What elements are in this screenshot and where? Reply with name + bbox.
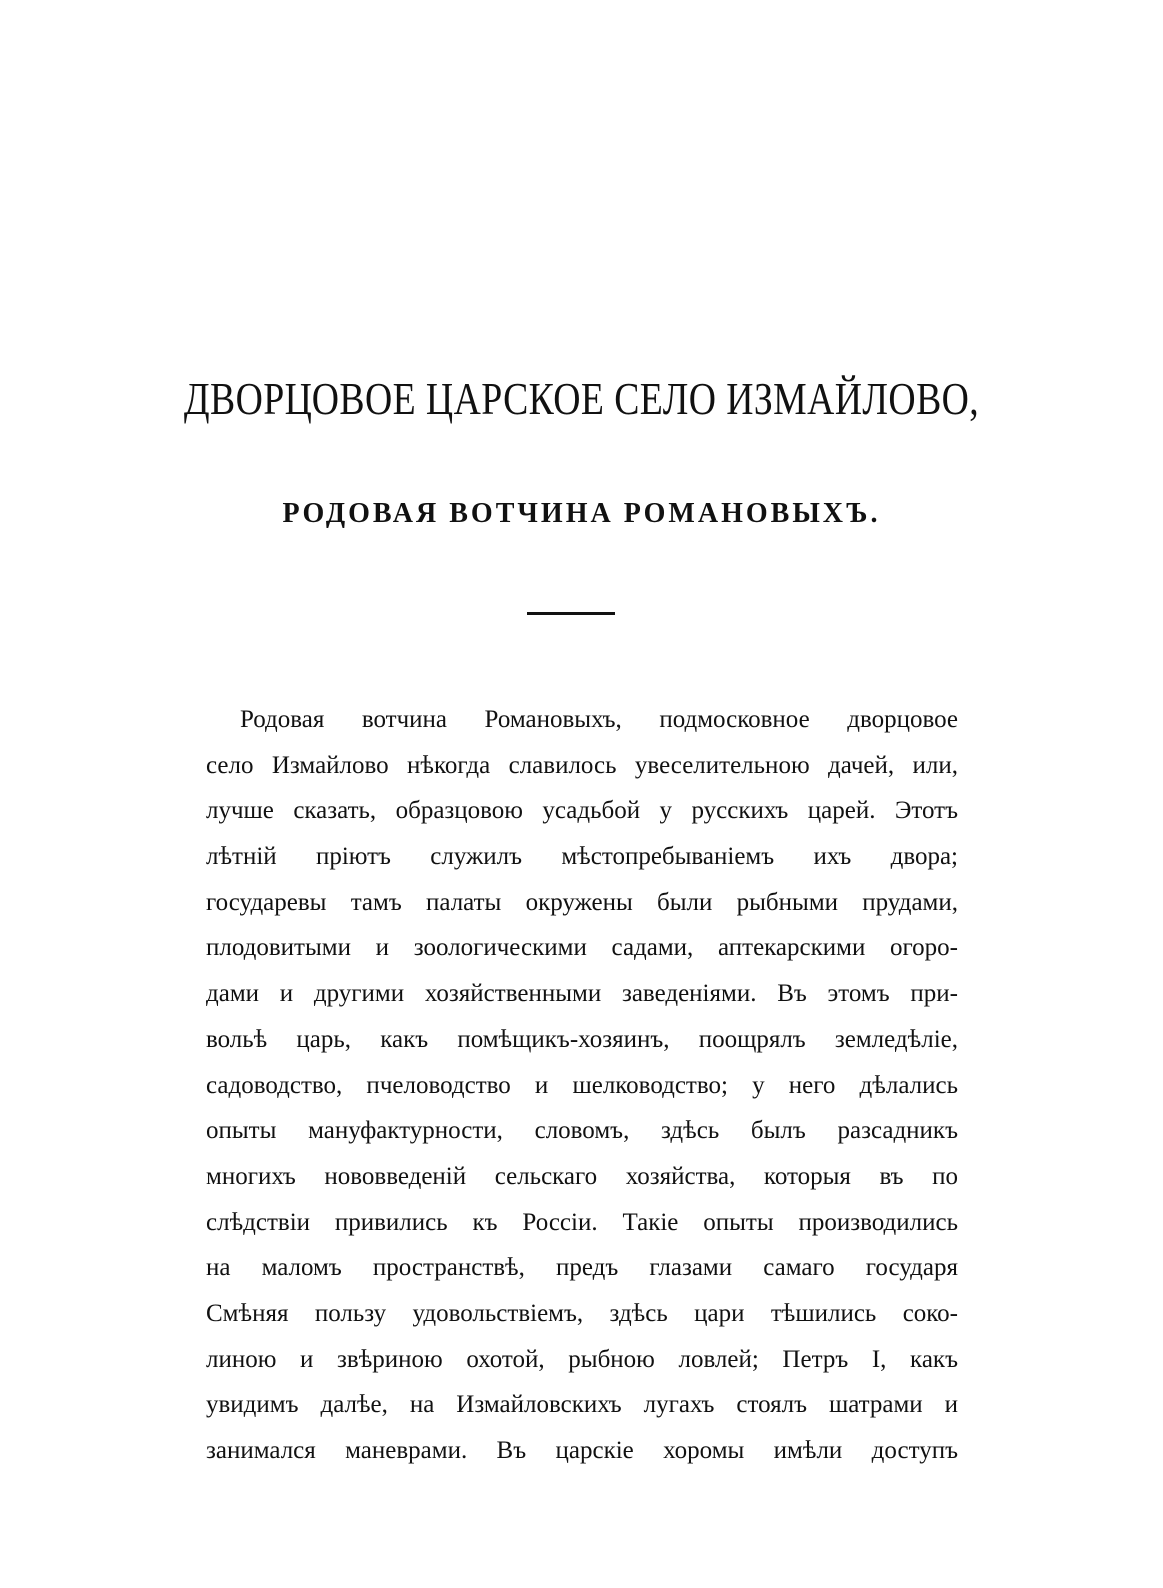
text-line: занимался маневрами. Въ царскіе хоромы имѣли доступъ xyxy=(206,1437,958,1464)
text-line: слѣдствіи привились къ Россіи. Такіе опыты производились xyxy=(206,1208,958,1236)
page-subtitle: РОДОВАЯ ВОТЧИНА РОМАНОВЫХЪ. xyxy=(282,498,881,529)
text-line: садоводство, пчеловодство и шелководство; у него дѣлались xyxy=(206,1071,958,1099)
text-line: на маломъ пространствѣ, предъ глазами самаго государя xyxy=(206,1254,958,1282)
section-divider xyxy=(527,612,615,615)
text-line: Смѣняя пользу удовольствіемъ, здѣсь цари тѣшились соко- xyxy=(206,1299,958,1327)
text-line: опыты мануфактурности, словомъ, здѣсь былъ разсадникъ xyxy=(206,1117,958,1145)
page-title: ДВОРЦОВОЕ ЦАРСКОЕ СЕЛО ИЗМАЙЛОВО, xyxy=(183,373,980,424)
text-line: лѣтній пріютъ служилъ мѣстопребываніемъ ихъ двора; xyxy=(206,843,958,871)
text-line: Родовая вотчина Романовыхъ, подмосковное дворцовое xyxy=(240,706,958,733)
text-line: вольѣ царь, какъ помѣщикъ-хозяинъ, поощрялъ земледѣліе, xyxy=(206,1025,958,1053)
text-line: многихъ нововведеній сельскаго хозяйства, которыя въ по xyxy=(206,1162,958,1190)
text-line: государевы тамъ палаты окружены были рыбными прудами, xyxy=(206,888,958,916)
text-line: линою и звѣриною охотой, рыбною ловлей; Петръ I, какъ xyxy=(206,1345,958,1373)
text-line: увидимъ далѣе, на Измайловскихъ лугахъ стоялъ шатрами и xyxy=(206,1391,958,1419)
text-line: лучше сказать, образцовою усадьбой у русскихъ царей. Этотъ xyxy=(206,797,958,825)
text-line: село Измайлово нѣкогда славилось увеселительною дачей, или, xyxy=(206,751,958,779)
text-line: плодовитыми и зоологическими садами, аптекарскими огоро- xyxy=(206,934,958,962)
body-paragraph xyxy=(206,697,958,1474)
text-line: дами и другими хозяйственными заведеніями. Въ этомъ при- xyxy=(206,980,958,1008)
